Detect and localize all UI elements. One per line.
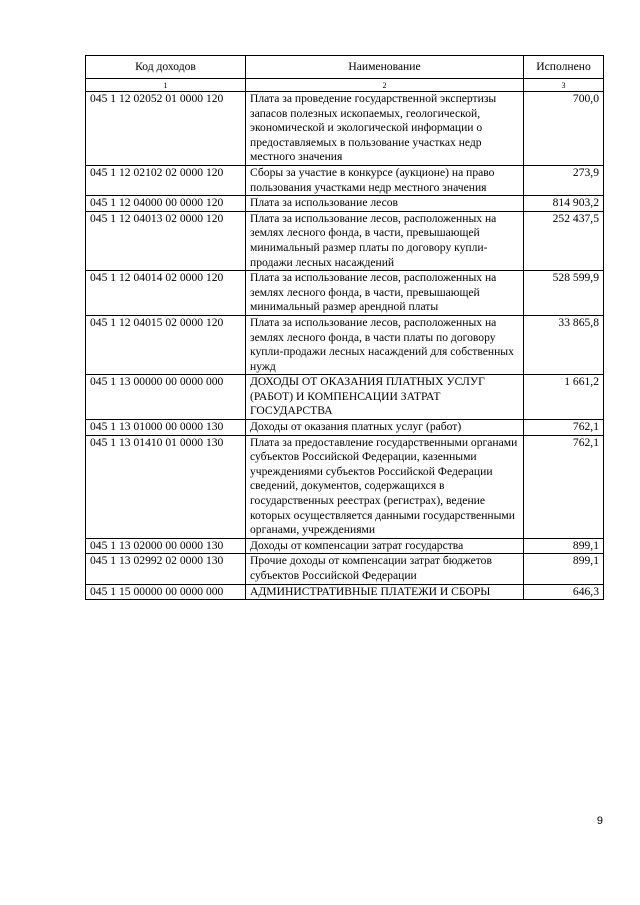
table-row (86, 538, 604, 554)
revenue-name: Плата за использование лесов, расположенных на землях лесного фонда, в части, превышающей минимальный размер платы по договору купли-продажи лесных насаждений (246, 211, 524, 270)
table-header-row (86, 56, 604, 79)
table-row (86, 315, 604, 374)
revenue-name: Доходы от оказания платных услуг (работ) (246, 420, 524, 436)
page-number: 9 (596, 815, 603, 827)
revenue-name: Сборы за участие в конкурсе (аукционе) на право пользования участками недр местного значения (246, 165, 524, 195)
revenue-value: 814 903,2 (524, 196, 604, 212)
revenue-value: 700,0 (524, 92, 604, 166)
revenue-value: 899,1 (524, 554, 604, 584)
table-row (86, 92, 604, 166)
table-row (86, 435, 604, 538)
table-row (86, 420, 604, 436)
revenue-code: 045 1 13 01410 01 0000 130 (86, 435, 246, 538)
column-number: 2 (246, 79, 524, 92)
revenue-name: Плата за использование лесов (246, 196, 524, 212)
revenue-name: Прочие доходы от компенсации затрат бюджетов субъектов Российской Федерации (246, 554, 524, 584)
revenue-value: 528 599,9 (524, 271, 604, 316)
revenue-code: 045 1 12 04000 00 0000 120 (86, 196, 246, 212)
column-number: 3 (524, 79, 604, 92)
revenue-value: 762,1 (524, 435, 604, 538)
revenue-code: 045 1 12 04013 02 0000 120 (86, 211, 246, 270)
revenue-value: 273,9 (524, 165, 604, 195)
header-name: Наименование (246, 56, 524, 79)
revenue-table (85, 55, 604, 600)
table-row (86, 554, 604, 584)
table-row (86, 375, 604, 420)
table-row (86, 165, 604, 195)
revenue-code: 045 1 13 02992 02 0000 130 (86, 554, 246, 584)
revenue-code: 045 1 12 02052 01 0000 120 (86, 92, 246, 166)
revenue-value: 1 661,2 (524, 375, 604, 420)
revenue-name: АДМИНИСТРАТИВНЫЕ ПЛАТЕЖИ И СБОРЫ (246, 584, 524, 600)
revenue-code: 045 1 12 02102 02 0000 120 (86, 165, 246, 195)
revenue-name: Плата за использование лесов, расположенных на землях лесного фонда, в части, превышающей минимальный размер арендной платы (246, 271, 524, 316)
revenue-code: 045 1 13 01000 00 0000 130 (86, 420, 246, 436)
revenue-name: ДОХОДЫ ОТ ОКАЗАНИЯ ПЛАТНЫХ УСЛУГ (РАБОТ) И КОМПЕНСАЦИИ ЗАТРАТ ГОСУДАРСТВА (246, 375, 524, 420)
header-code: Код доходов (86, 56, 246, 79)
revenue-value: 646,3 (524, 584, 604, 600)
revenue-code: 045 1 15 00000 00 0000 000 (86, 584, 246, 600)
header-value: Исполнено (524, 56, 604, 79)
revenue-code: 045 1 12 04015 02 0000 120 (86, 315, 246, 374)
revenue-name: Доходы от компенсации затрат государства (246, 538, 524, 554)
table-row (86, 584, 604, 600)
revenue-name: Плата за проведение государственной экспертизы запасов полезных ископаемых, геологической, экономической и экологической информации о предоставляемых в пользование участках недр местного значения (246, 92, 524, 166)
revenue-value: 33 865,8 (524, 315, 604, 374)
revenue-code: 045 1 12 04014 02 0000 120 (86, 271, 246, 316)
revenue-value: 252 437,5 (524, 211, 604, 270)
table-row (86, 271, 604, 316)
revenue-code: 045 1 13 02000 00 0000 130 (86, 538, 246, 554)
revenue-value: 899,1 (524, 538, 604, 554)
revenue-name: Плата за предоставление государственными органами субъектов Российской Федерации, казенными учреждениями субъектов Российской Федерации сведений, документов, содержащихся в государственных реестрах (регистрах), ведение которых осуществляется данными государственными органами, учреждениями (246, 435, 524, 538)
column-number-row (86, 79, 604, 92)
table-row (86, 196, 604, 212)
table-row (86, 211, 604, 270)
revenue-code: 045 1 13 00000 00 0000 000 (86, 375, 246, 420)
column-number: 1 (86, 79, 246, 92)
revenue-value: 762,1 (524, 420, 604, 436)
revenue-name: Плата за использование лесов, расположенных на землях лесного фонда, в части платы по договору купли-продажи лесных насаждений для собственных нужд (246, 315, 524, 374)
